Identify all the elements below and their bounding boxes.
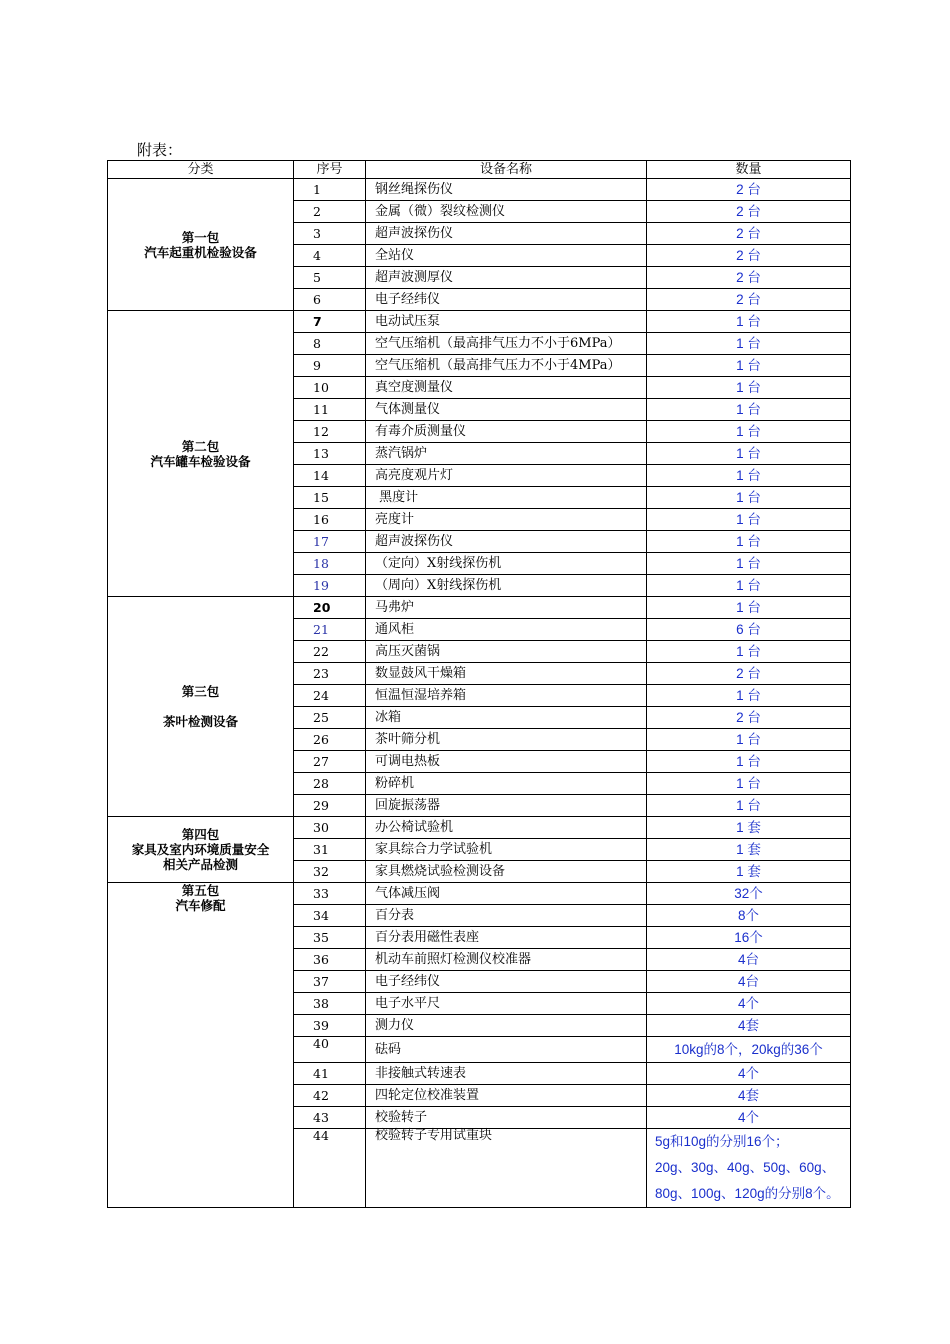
equipment-quantity: 1 台 (647, 531, 851, 553)
equipment-quantity: 1 台 (647, 377, 851, 399)
row-number: 20 (294, 597, 366, 619)
equipment-name: 恒温恒湿培养箱 (366, 685, 647, 707)
equipment-quantity: 2 台 (647, 223, 851, 245)
row-number: 43 (294, 1107, 366, 1129)
table-body (108, 179, 851, 1208)
equipment-quantity: 1 台 (647, 553, 851, 575)
equipment-name: 回旋振荡器 (366, 795, 647, 817)
equipment-table (107, 160, 851, 1208)
row-number: 19 (294, 575, 366, 597)
row-number: 37 (294, 971, 366, 993)
row-number: 40 (294, 1037, 366, 1063)
equipment-name: （周向）X射线探伤机 (366, 575, 647, 597)
equipment-quantity: 1 台 (647, 751, 851, 773)
equipment-name: 数显鼓风干燥箱 (366, 663, 647, 685)
table-row (108, 883, 851, 905)
equipment-quantity: 1 台 (647, 465, 851, 487)
row-number: 9 (294, 355, 366, 377)
row-number: 5 (294, 267, 366, 289)
equipment-quantity: 2 台 (647, 707, 851, 729)
equipment-quantity: 16个 (647, 927, 851, 949)
header-quantity: 数量 (647, 161, 851, 179)
row-number: 17 (294, 531, 366, 553)
row-number: 25 (294, 707, 366, 729)
equipment-name: 百分表 (366, 905, 647, 927)
row-number: 39 (294, 1015, 366, 1037)
equipment-quantity: 2 台 (647, 201, 851, 223)
equipment-name: 空气压缩机（最高排气压力不小于6MPa） (366, 333, 647, 355)
table-row (108, 179, 851, 201)
equipment-name: 冰箱 (366, 707, 647, 729)
equipment-name: 校验转子 (366, 1107, 647, 1129)
equipment-quantity: 1 台 (647, 333, 851, 355)
equipment-quantity: 32个 (647, 883, 851, 905)
equipment-name: 茶叶筛分机 (366, 729, 647, 751)
equipment-quantity: 1 台 (647, 575, 851, 597)
equipment-quantity: 2 台 (647, 663, 851, 685)
header-number: 序号 (294, 161, 366, 179)
equipment-name: 可调电热板 (366, 751, 647, 773)
equipment-quantity: 1 台 (647, 487, 851, 509)
equipment-name: 超声波测厚仪 (366, 267, 647, 289)
equipment-quantity: 2 台 (647, 179, 851, 201)
equipment-quantity: 6 台 (647, 619, 851, 641)
row-number: 2 (294, 201, 366, 223)
equipment-name: 气体测量仪 (366, 399, 647, 421)
equipment-quantity: 1 套 (647, 839, 851, 861)
row-number: 31 (294, 839, 366, 861)
equipment-quantity: 1 台 (647, 399, 851, 421)
row-number: 6 (294, 289, 366, 311)
equipment-name: 亮度计 (366, 509, 647, 531)
equipment-name: 电动试压泵 (366, 311, 647, 333)
equipment-name: 高压灭菌锅 (366, 641, 647, 663)
equipment-quantity: 2 台 (647, 245, 851, 267)
equipment-name: 机动车前照灯检测仪校准器 (366, 949, 647, 971)
equipment-quantity: 1 台 (647, 685, 851, 707)
table-caption: 附表： (137, 141, 183, 159)
equipment-quantity: 8个 (647, 905, 851, 927)
equipment-quantity: 1 台 (647, 509, 851, 531)
equipment-name: 粉碎机 (366, 773, 647, 795)
row-number: 14 (294, 465, 366, 487)
row-number: 32 (294, 861, 366, 883)
header-category: 分类 (108, 161, 294, 179)
row-number: 42 (294, 1085, 366, 1107)
equipment-quantity: 4台 (647, 949, 851, 971)
equipment-quantity: 1 台 (647, 773, 851, 795)
row-number: 21 (294, 619, 366, 641)
row-number: 34 (294, 905, 366, 927)
row-number: 29 (294, 795, 366, 817)
row-number: 27 (294, 751, 366, 773)
equipment-quantity: 4套 (647, 1085, 851, 1107)
equipment-name: 超声波探伤仪 (366, 223, 647, 245)
equipment-name: 百分表用磁性表座 (366, 927, 647, 949)
equipment-quantity: 10kg的8个，20kg的36个 (647, 1037, 851, 1063)
category-cell: 第一包 汽车起重机检验设备 (108, 179, 294, 311)
equipment-quantity: 5g和10g的分别16个； 20g、30g、40g、50g、60g、80g、100g、120g的分别8个。 (647, 1129, 851, 1208)
equipment-quantity: 4个 (647, 993, 851, 1015)
equipment-quantity: 1 台 (647, 421, 851, 443)
equipment-name: 钢丝绳探伤仪 (366, 179, 647, 201)
row-number: 35 (294, 927, 366, 949)
equipment-name: 校验转子专用试重块 (366, 1129, 647, 1208)
equipment-quantity: 4台 (647, 971, 851, 993)
equipment-quantity: 1 台 (647, 597, 851, 619)
row-number: 44 (294, 1129, 366, 1208)
row-number: 11 (294, 399, 366, 421)
equipment-name: 真空度测量仪 (366, 377, 647, 399)
category-cell: 第四包 家具及室内环境质量安全 相关产品检测 (108, 817, 294, 883)
table-header-row (108, 161, 851, 179)
row-number: 30 (294, 817, 366, 839)
row-number: 10 (294, 377, 366, 399)
row-number: 23 (294, 663, 366, 685)
equipment-name: 空气压缩机（最高排气压力不小于4MPa） (366, 355, 647, 377)
equipment-name: 电子水平尺 (366, 993, 647, 1015)
equipment-name: 气体减压阀 (366, 883, 647, 905)
row-number: 33 (294, 883, 366, 905)
table-row (108, 311, 851, 333)
equipment-quantity: 4个 (647, 1063, 851, 1085)
table-row (108, 597, 851, 619)
row-number: 22 (294, 641, 366, 663)
row-number: 26 (294, 729, 366, 751)
equipment-name: 黑度计 (366, 487, 647, 509)
equipment-quantity: 1 台 (647, 795, 851, 817)
equipment-name: 蒸汽锅炉 (366, 443, 647, 465)
row-number: 28 (294, 773, 366, 795)
equipment-name: 全站仪 (366, 245, 647, 267)
row-number: 36 (294, 949, 366, 971)
equipment-quantity: 4套 (647, 1015, 851, 1037)
equipment-name: 电子经纬仪 (366, 971, 647, 993)
row-number: 24 (294, 685, 366, 707)
row-number: 1 (294, 179, 366, 201)
equipment-quantity: 1 台 (647, 355, 851, 377)
row-number: 38 (294, 993, 366, 1015)
row-number: 18 (294, 553, 366, 575)
row-number: 12 (294, 421, 366, 443)
equipment-quantity: 1 台 (647, 641, 851, 663)
equipment-name: 金属（微）裂纹检测仪 (366, 201, 647, 223)
equipment-quantity: 1 台 (647, 311, 851, 333)
equipment-name: （定向）X射线探伤机 (366, 553, 647, 575)
row-number: 13 (294, 443, 366, 465)
table-row (108, 817, 851, 839)
category-cell: 第二包 汽车罐车检验设备 (108, 311, 294, 597)
equipment-name: 通风柜 (366, 619, 647, 641)
equipment-quantity: 1 台 (647, 443, 851, 465)
equipment-name: 砝码 (366, 1037, 647, 1063)
equipment-name: 马弗炉 (366, 597, 647, 619)
equipment-name: 办公椅试验机 (366, 817, 647, 839)
equipment-name: 测力仪 (366, 1015, 647, 1037)
category-cell: 第三包 茶叶检测设备 (108, 597, 294, 817)
row-number: 16 (294, 509, 366, 531)
header-equipment-name: 设备名称 (366, 161, 647, 179)
equipment-name: 高亮度观片灯 (366, 465, 647, 487)
row-number: 41 (294, 1063, 366, 1085)
row-number: 15 (294, 487, 366, 509)
equipment-name: 非接触式转速表 (366, 1063, 647, 1085)
equipment-quantity: 1 套 (647, 817, 851, 839)
row-number: 3 (294, 223, 366, 245)
equipment-name: 家具综合力学试验机 (366, 839, 647, 861)
equipment-name: 有毒介质测量仪 (366, 421, 647, 443)
equipment-quantity: 2 台 (647, 267, 851, 289)
equipment-name: 四轮定位校准装置 (366, 1085, 647, 1107)
equipment-name: 超声波探伤仪 (366, 531, 647, 553)
equipment-name: 家具燃烧试验检测设备 (366, 861, 647, 883)
row-number: 8 (294, 333, 366, 355)
equipment-quantity: 2 台 (647, 289, 851, 311)
equipment-quantity: 4个 (647, 1107, 851, 1129)
equipment-quantity: 1 台 (647, 729, 851, 751)
row-number: 7 (294, 311, 366, 333)
row-number: 4 (294, 245, 366, 267)
equipment-quantity: 1 套 (647, 861, 851, 883)
equipment-name: 电子经纬仪 (366, 289, 647, 311)
category-cell: 第五包 汽车修配 (108, 883, 294, 1208)
